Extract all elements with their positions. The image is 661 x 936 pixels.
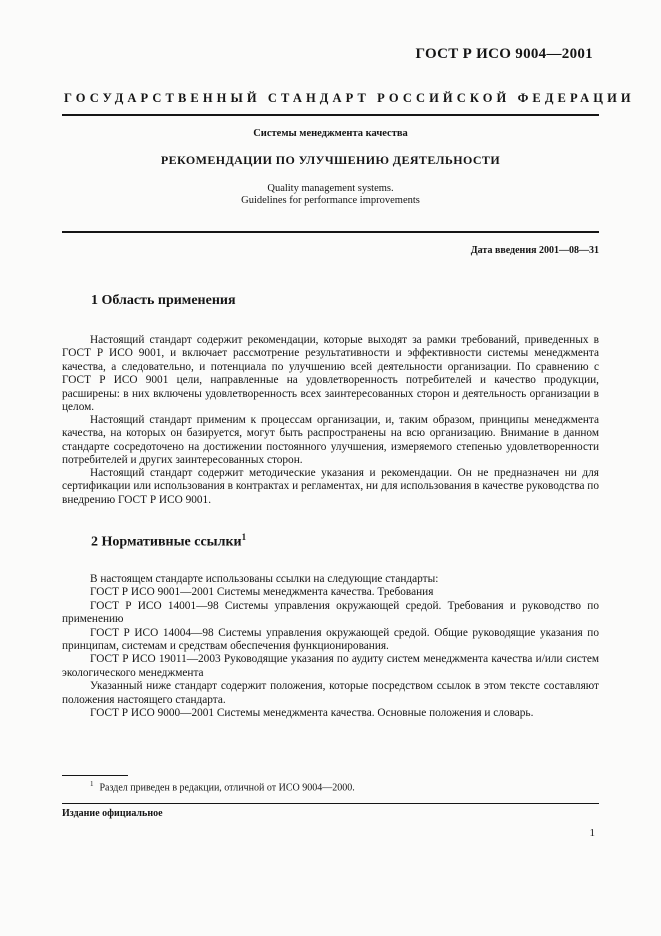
standard-subject: Системы менеджмента качества bbox=[253, 128, 408, 139]
section-2-heading bbox=[91, 532, 246, 551]
reference-item: ГОСТ Р ИСО 9001—2001 Системы менеджмента качества. Требования bbox=[90, 586, 434, 599]
official-edition-label: Издание официальное bbox=[62, 808, 163, 819]
references-intro: В настоящем стандарте использованы ссылки на следующие стандарты: bbox=[90, 573, 439, 585]
document-code: ГОСТ Р ИСО 9004—2001 bbox=[415, 46, 593, 62]
footnote-mark: 1 bbox=[90, 780, 94, 788]
section-2-heading-text: 2 Нормативные ссылки bbox=[91, 534, 242, 550]
footnote-divider bbox=[62, 775, 128, 776]
reference-item: ГОСТ Р ИСО 14001—98 Системы управления окружающей средой. Требования и руководство по применению bbox=[62, 599, 599, 626]
top-divider bbox=[62, 114, 599, 116]
introduction-date: Дата введения 2001—08—31 bbox=[470, 245, 599, 256]
reference-item: ГОСТ Р ИСО 19011—2003 Руководящие указания по аудиту систем менеджмента качества и/или систем экологического менеджмента bbox=[62, 653, 599, 679]
section-1-paragraph: Настоящий стандарт содержит рекомендации, которые выходят за рамки требований, приведенных в ГОСТ Р ИСО 9001, и включает рассмотрение результативности и эффективности системы менеджмента качества, а следовательно, и потенциала по улучшению всей деятельности организации. По сравнению с ГОСТ Р ИСО 9001 цели, направленные на удовлетворенность потребителей и качество продукции, расширены: в них включены удовлетворенность всех заинтересованных сторон и деятельность организации в целом. bbox=[62, 334, 599, 414]
section-1-paragraph: Настоящий стандарт содержит методические указания и рекомендации. Он не предназначен ни для сертификации или использования в контрактах и регламентах, ни для использования в качестве руководства по внедрению ГОСТ Р ИСО 9001. bbox=[62, 467, 599, 506]
page-number: 1 bbox=[589, 827, 595, 839]
middle-divider bbox=[62, 231, 599, 233]
english-title-line-1: Quality management systems. bbox=[267, 183, 394, 194]
standard-title: РЕКОМЕНДАЦИИ ПО УЛУЧШЕНИЮ ДЕЯТЕЛЬНОСТИ bbox=[160, 153, 501, 167]
reference-item: ГОСТ Р ИСО 9000—2001 Системы менеджмента качества. Основные положения и словарь. bbox=[90, 707, 534, 720]
section-1-heading: 1 Область применения bbox=[91, 293, 236, 308]
references-list bbox=[62, 573, 599, 720]
state-standard-title: ГОСУДАРСТВЕННЫЙ СТАНДАРТ РОССИЙСКОЙ ФЕДЕРАЦИИ bbox=[64, 91, 635, 105]
english-title-line-2: Guidelines for performance improvements bbox=[241, 195, 420, 206]
references-note: Указанный ниже стандарт содержит положения, которые посредством ссылок в этом тексте составляют положения настоящего стандарта. bbox=[62, 680, 599, 706]
footnote-reference: 1 bbox=[241, 532, 247, 542]
reference-item: ГОСТ Р ИСО 14004—98 Системы управления окружающей средой. Общие руководящие указания по принципам, системам и средствам обеспечения функционирования. bbox=[62, 626, 599, 653]
footnote-text: Раздел приведен в редакции, отличной от ИСО 9004—2000. bbox=[99, 782, 355, 794]
footnote bbox=[90, 780, 355, 793]
english-title bbox=[0, 183, 661, 207]
bottom-divider bbox=[62, 803, 599, 804]
section-1-paragraph: Настоящий стандарт применим к процессам организации, и, таким образом, принципы менеджмента качества, на которых он базируется, могут быть распространены на всю организацию. Внимание в данном стандарте сосредоточено на достижении постоянного улучшения, измеряемого степенью удовлетворенности потребителей и других заинтересованных сторон. bbox=[62, 414, 599, 467]
